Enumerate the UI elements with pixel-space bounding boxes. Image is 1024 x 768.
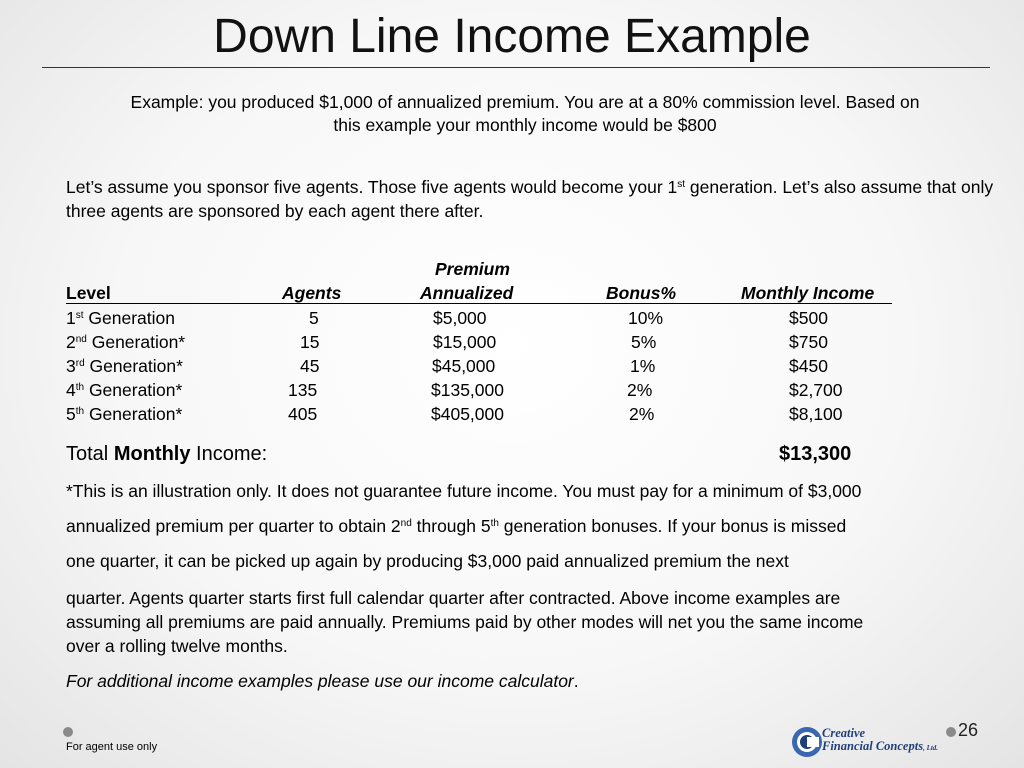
disclaimer-line-6: over a rolling twelve months. — [66, 636, 288, 656]
intro-line-1: Example: you produced $1,000 of annualized premium. You are at a 80% commission level. Based on — [130, 92, 920, 112]
row-5-income: $8,100 — [789, 404, 843, 424]
row-5-premium: $405,000 — [431, 404, 504, 424]
row-1-premium: $5,000 — [433, 308, 487, 328]
footer-text: For agent use only — [66, 741, 158, 753]
row-4-income: $2,700 — [789, 380, 843, 400]
row-5-agents: 405 — [288, 404, 318, 424]
row-1-bonus: 10% — [628, 308, 664, 328]
row-3-premium: $45,000 — [432, 356, 496, 376]
page-number: 26 — [958, 720, 979, 740]
row-5-level: 5th Generation* — [66, 404, 183, 424]
row-1-agents: 5 — [309, 308, 319, 328]
header-agents: Agents — [282, 283, 342, 303]
row-4-level: 4th Generation* — [66, 380, 183, 400]
calculator-note: For additional income examples please use our income calculator. — [66, 671, 579, 691]
slide-title: Down Line Income Example — [213, 10, 811, 63]
assumption-part-2: generation. Let’s also assume that only three agents are sponsored by each agent there after. — [66, 177, 994, 221]
row-3-bonus: 1% — [630, 356, 656, 376]
row-2-bonus: 5% — [631, 332, 657, 352]
assumption-paragraph — [66, 175, 1001, 223]
footer-left-dot — [63, 727, 73, 737]
logo-line-1: Creative — [822, 726, 866, 740]
logo-line-2: Financial Concepts, Ltd. — [822, 739, 939, 753]
header-premium: Premium — [435, 259, 510, 279]
row-3-level: 3rd Generation* — [66, 356, 183, 376]
assumption-sup: st — [677, 179, 686, 190]
row-1-income: $500 — [789, 308, 828, 328]
disclaimer-line-5: assuming all premiums are paid annually. Premiums paid by other modes will net you the same income — [66, 612, 864, 632]
footer-right-dot — [946, 727, 956, 737]
company-logo — [790, 725, 940, 759]
row-2-income: $750 — [789, 332, 828, 352]
row-1-level: 1st Generation — [66, 308, 175, 328]
row-2-premium: $15,000 — [433, 332, 497, 352]
total-label: Total Monthly Income: — [66, 443, 268, 465]
row-4-agents: 135 — [288, 380, 318, 400]
logo-text — [822, 727, 938, 755]
row-4-premium: $135,000 — [431, 380, 504, 400]
disclaimer-line-3: one quarter, it can be picked up again by producing $3,000 paid annualized premium the next — [66, 551, 789, 571]
total-value: $13,300 — [779, 443, 852, 465]
logo-mark-icon — [790, 725, 824, 759]
header-annualized: Annualized — [420, 283, 514, 303]
assumption-part-1: Let’s assume you sponsor five agents. Those five agents would become your 1 — [66, 177, 678, 197]
row-2-level: 2nd Generation* — [66, 332, 186, 352]
intro-line-2: this example your monthly income would be $800 — [333, 115, 717, 135]
header-underline — [66, 303, 892, 304]
header-bonus: Bonus% — [606, 283, 676, 303]
intro-text — [60, 91, 990, 137]
row-3-income: $450 — [789, 356, 828, 376]
disclaimer-line-2: annualized premium per quarter to obtain 2nd through 5th generation bonuses. If your bonus is missed — [66, 516, 847, 536]
row-3-agents: 45 — [300, 356, 320, 376]
row-2-agents: 15 — [300, 332, 320, 352]
row-4-bonus: 2% — [627, 380, 653, 400]
title-divider — [42, 67, 990, 68]
header-level: Level — [66, 283, 111, 303]
row-5-bonus: 2% — [629, 404, 655, 424]
disclaimer-line-1: *This is an illustration only. It does not guarantee future income. You must pay for a minimum of $3,000 — [66, 481, 862, 501]
disclaimer-line-4: quarter. Agents quarter starts first full calendar quarter after contracted. Above income examples are — [66, 588, 841, 608]
header-monthly-income: Monthly Income — [741, 283, 875, 303]
